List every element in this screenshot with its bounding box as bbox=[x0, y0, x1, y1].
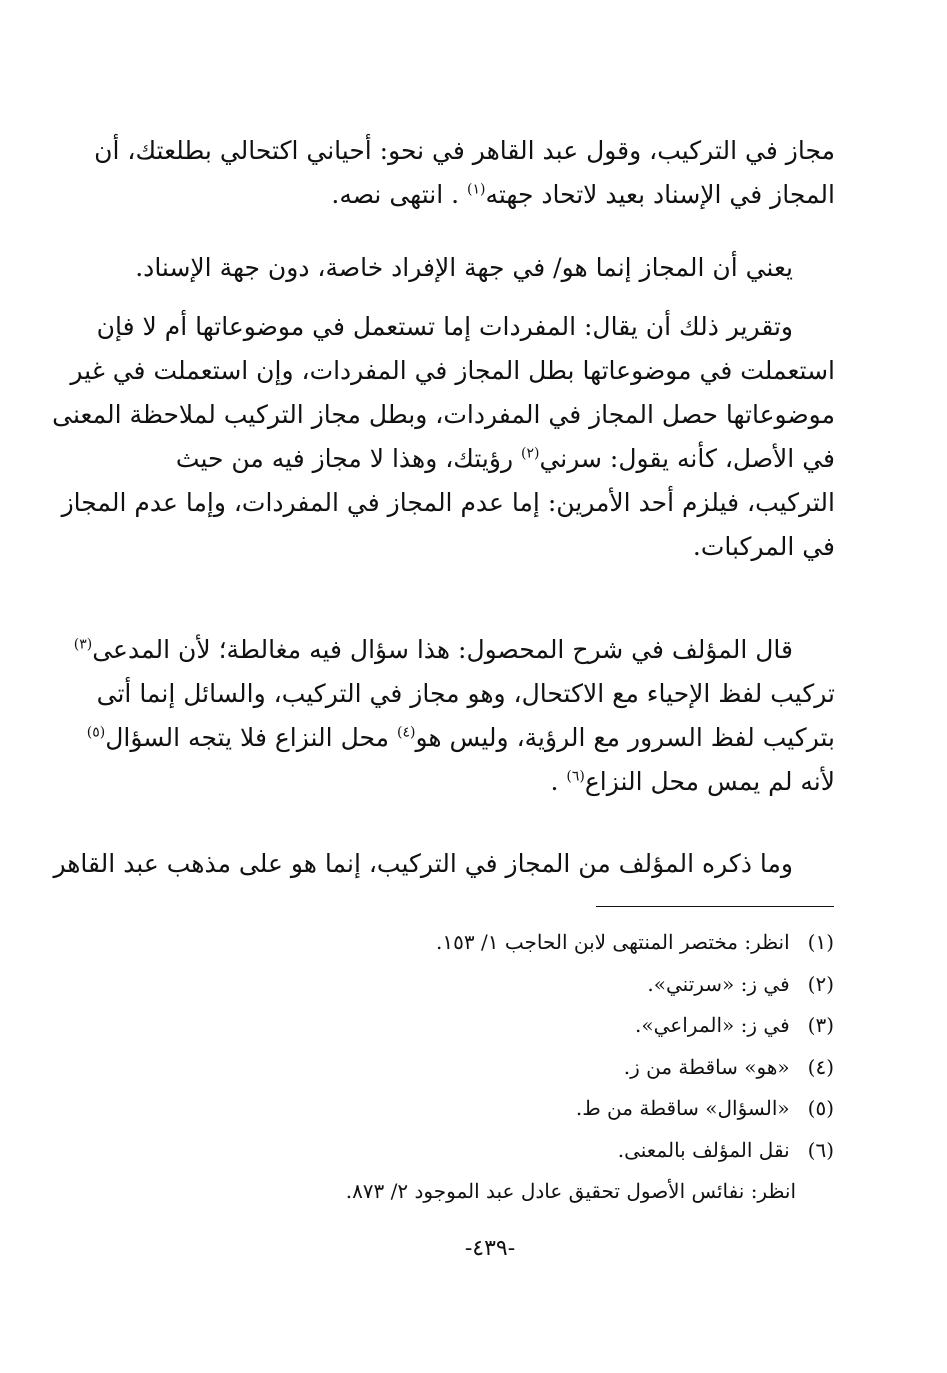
text-line: التركيب، فيلزم أحد الأمرين: إما عدم المجاز في المفردات، وإما عدم المجاز bbox=[61, 488, 835, 517]
footnote-text: في ز: «المراعي». bbox=[635, 1013, 790, 1037]
text-line bbox=[130, 760, 835, 804]
text-line: تركيب لفظ الإحياء مع الاكتحال، وهو مجاز في التركيب، والسائل إنما أتى bbox=[96, 679, 835, 708]
text-line bbox=[73, 628, 835, 672]
footnote-text: انظر: مختصر المنتهى لابن الحاجب ١/ ١٥٣. bbox=[436, 930, 790, 954]
text-line: في المركبات. bbox=[692, 532, 835, 561]
text-segment: في الأصل، كأنه يقول: سرني bbox=[539, 444, 835, 473]
footnote-item bbox=[300, 922, 834, 964]
footnote-item bbox=[300, 964, 834, 1006]
footnote-text: في ز: «سرتني». bbox=[647, 971, 790, 996]
footnote-item bbox=[300, 1088, 834, 1130]
footnote-item bbox=[300, 1130, 834, 1172]
text-segment: . انتهى نصه. bbox=[331, 180, 460, 209]
text-line: وتقرير ذلك أن يقال: المفردات إما تستعمل في موضوعاتها أم لا فإن bbox=[96, 312, 793, 341]
footnote-number: (٣) bbox=[807, 1013, 834, 1037]
footnote-marker: (١) bbox=[467, 181, 486, 198]
text-segment: . bbox=[550, 767, 559, 796]
text-line: مجاز في التركيب، وقول عبد القاهر في نحو: أحياني اكتحالي بطلعتك، أن bbox=[94, 136, 835, 165]
paragraph-5 bbox=[53, 842, 835, 886]
footnote-number: (٥) bbox=[807, 1096, 834, 1120]
footnote-marker: (٢) bbox=[520, 445, 540, 462]
text-line bbox=[130, 173, 835, 217]
footnote-marker: (٦) bbox=[566, 768, 585, 785]
text-line: وما ذكره المؤلف من المجاز في التركيب، إنما هو على مذهب عبد القاهر bbox=[53, 849, 793, 878]
footnote-text: «هو» ساقطة من ز. bbox=[623, 1054, 790, 1079]
text-segment: رؤيتك، وهذا لا مجاز فيه من حيث bbox=[175, 444, 514, 473]
paragraph-4 bbox=[73, 628, 835, 804]
footnote-number: (١) bbox=[807, 930, 834, 954]
text-line: يعني أن المجاز إنما هو/ في جهة الإفراد خاصة، دون جهة الإسناد. bbox=[135, 253, 793, 282]
footnote-marker: (٤) bbox=[397, 724, 416, 741]
text-line: موضوعاتها حصل المجاز في المفردات، وبطل مجاز التركيب لملاحظة المعنى bbox=[52, 400, 835, 429]
footnote-source: انظر: نفائس الأصول تحقيق عادل عبد الموجود ٢/ ٨٧٣. bbox=[345, 1179, 796, 1203]
footnote-item bbox=[300, 1005, 834, 1047]
page-number: -٤٣٩- bbox=[464, 1236, 516, 1261]
footnotes-section bbox=[300, 922, 834, 1213]
footnote-marker: (٥) bbox=[86, 724, 106, 741]
text-line bbox=[86, 716, 835, 760]
footnote-text: «السؤال» ساقطة من ط. bbox=[575, 1096, 790, 1120]
paragraph-2 bbox=[130, 246, 835, 290]
text-segment: المجاز في الإسناد بعيد لاتحاد جهته bbox=[485, 180, 835, 209]
text-line bbox=[130, 437, 835, 481]
footnote-text: نقل المؤلف بالمعنى. bbox=[617, 1137, 790, 1162]
text-segment: قال المؤلف في شرح المحصول: هذا سؤال فيه مغالطة؛ لأن المدعى bbox=[92, 635, 793, 664]
footnote-number: (٢) bbox=[807, 971, 834, 996]
footnote-item bbox=[300, 1047, 834, 1089]
text-segment: لأنه لم يمس محل النزاع bbox=[584, 767, 835, 796]
footnote-number: (٤) bbox=[807, 1054, 834, 1079]
text-segment: بتركيب لفظ السرور مع الرؤية، وليس هو bbox=[415, 723, 835, 752]
text-segment: محل النزاع فلا يتجه السؤال bbox=[105, 723, 390, 752]
paragraph-3 bbox=[52, 305, 835, 569]
footnote-number: (٦) bbox=[807, 1137, 834, 1162]
footnote-marker: (٣) bbox=[73, 636, 93, 653]
footnote-separator bbox=[596, 906, 834, 907]
text-line: استعملت في موضوعاتها بطل المجاز في المفردات، وإن استعملت في غير bbox=[70, 356, 835, 385]
paragraph-1 bbox=[94, 129, 835, 217]
